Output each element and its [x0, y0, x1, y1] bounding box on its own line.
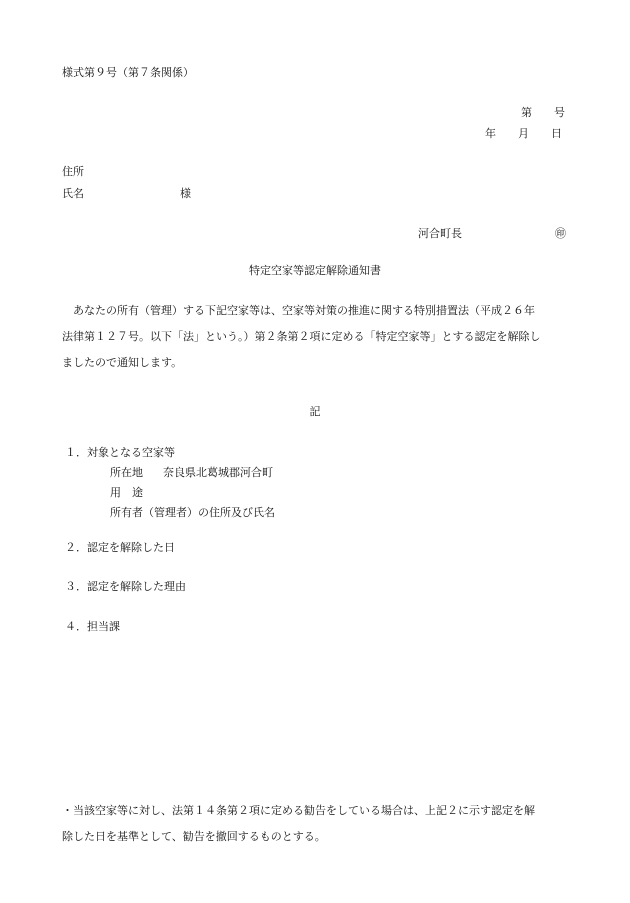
- seal-mark: ㊞: [555, 227, 566, 240]
- location-label: 所在地: [110, 466, 143, 479]
- item-1-label: １．対象となる空家等: [65, 446, 175, 459]
- item-3-label: ３．認定を解除した理由: [65, 580, 186, 593]
- notice-body: [62, 298, 570, 376]
- footnote-line: 除した日を基準として、勧告を撤回するものとする。: [62, 830, 326, 843]
- recipient-honorific: 様: [180, 187, 191, 200]
- form-number: 様式第９号（第７条関係）: [62, 66, 194, 79]
- item-1-location: [110, 466, 273, 479]
- recipient-name-label: 氏名: [62, 187, 84, 200]
- recipient-address-label: 住所: [62, 165, 84, 178]
- issue-date: 年 月 日: [485, 127, 562, 140]
- notice-body-line: 法律第１２７号。以下「法」という。）第２条第２項に定める「特定空家等」とする認定を解除し: [62, 330, 541, 343]
- item-4-label: ４．担当課: [65, 620, 120, 633]
- notice-body-line: あなたの所有（管理）する下記空家等は、空家等対策の推進に関する特別措置法（平成２６年: [73, 304, 535, 317]
- issuer-title: 河合町長: [418, 227, 462, 240]
- document-title: 特定空家等認定解除通知書: [249, 264, 381, 277]
- footnote: [62, 798, 577, 850]
- location-value: 奈良県北葛城郡河合町: [163, 466, 273, 479]
- document-number: 第 号: [521, 106, 565, 119]
- footnote-line: ・当該空家等に対し、法第１４条第２項に定める勧告をしている場合は、上記２に示す認定を解: [62, 804, 535, 817]
- record-heading: 記: [309, 405, 321, 418]
- item-1-owner: 所有者（管理者）の住所及び氏名: [110, 506, 275, 519]
- notice-body-line: ましたので通知します。: [62, 356, 183, 369]
- item-2-label: ２．認定を解除した日: [65, 541, 175, 554]
- item-1-use: 用 途: [110, 486, 143, 499]
